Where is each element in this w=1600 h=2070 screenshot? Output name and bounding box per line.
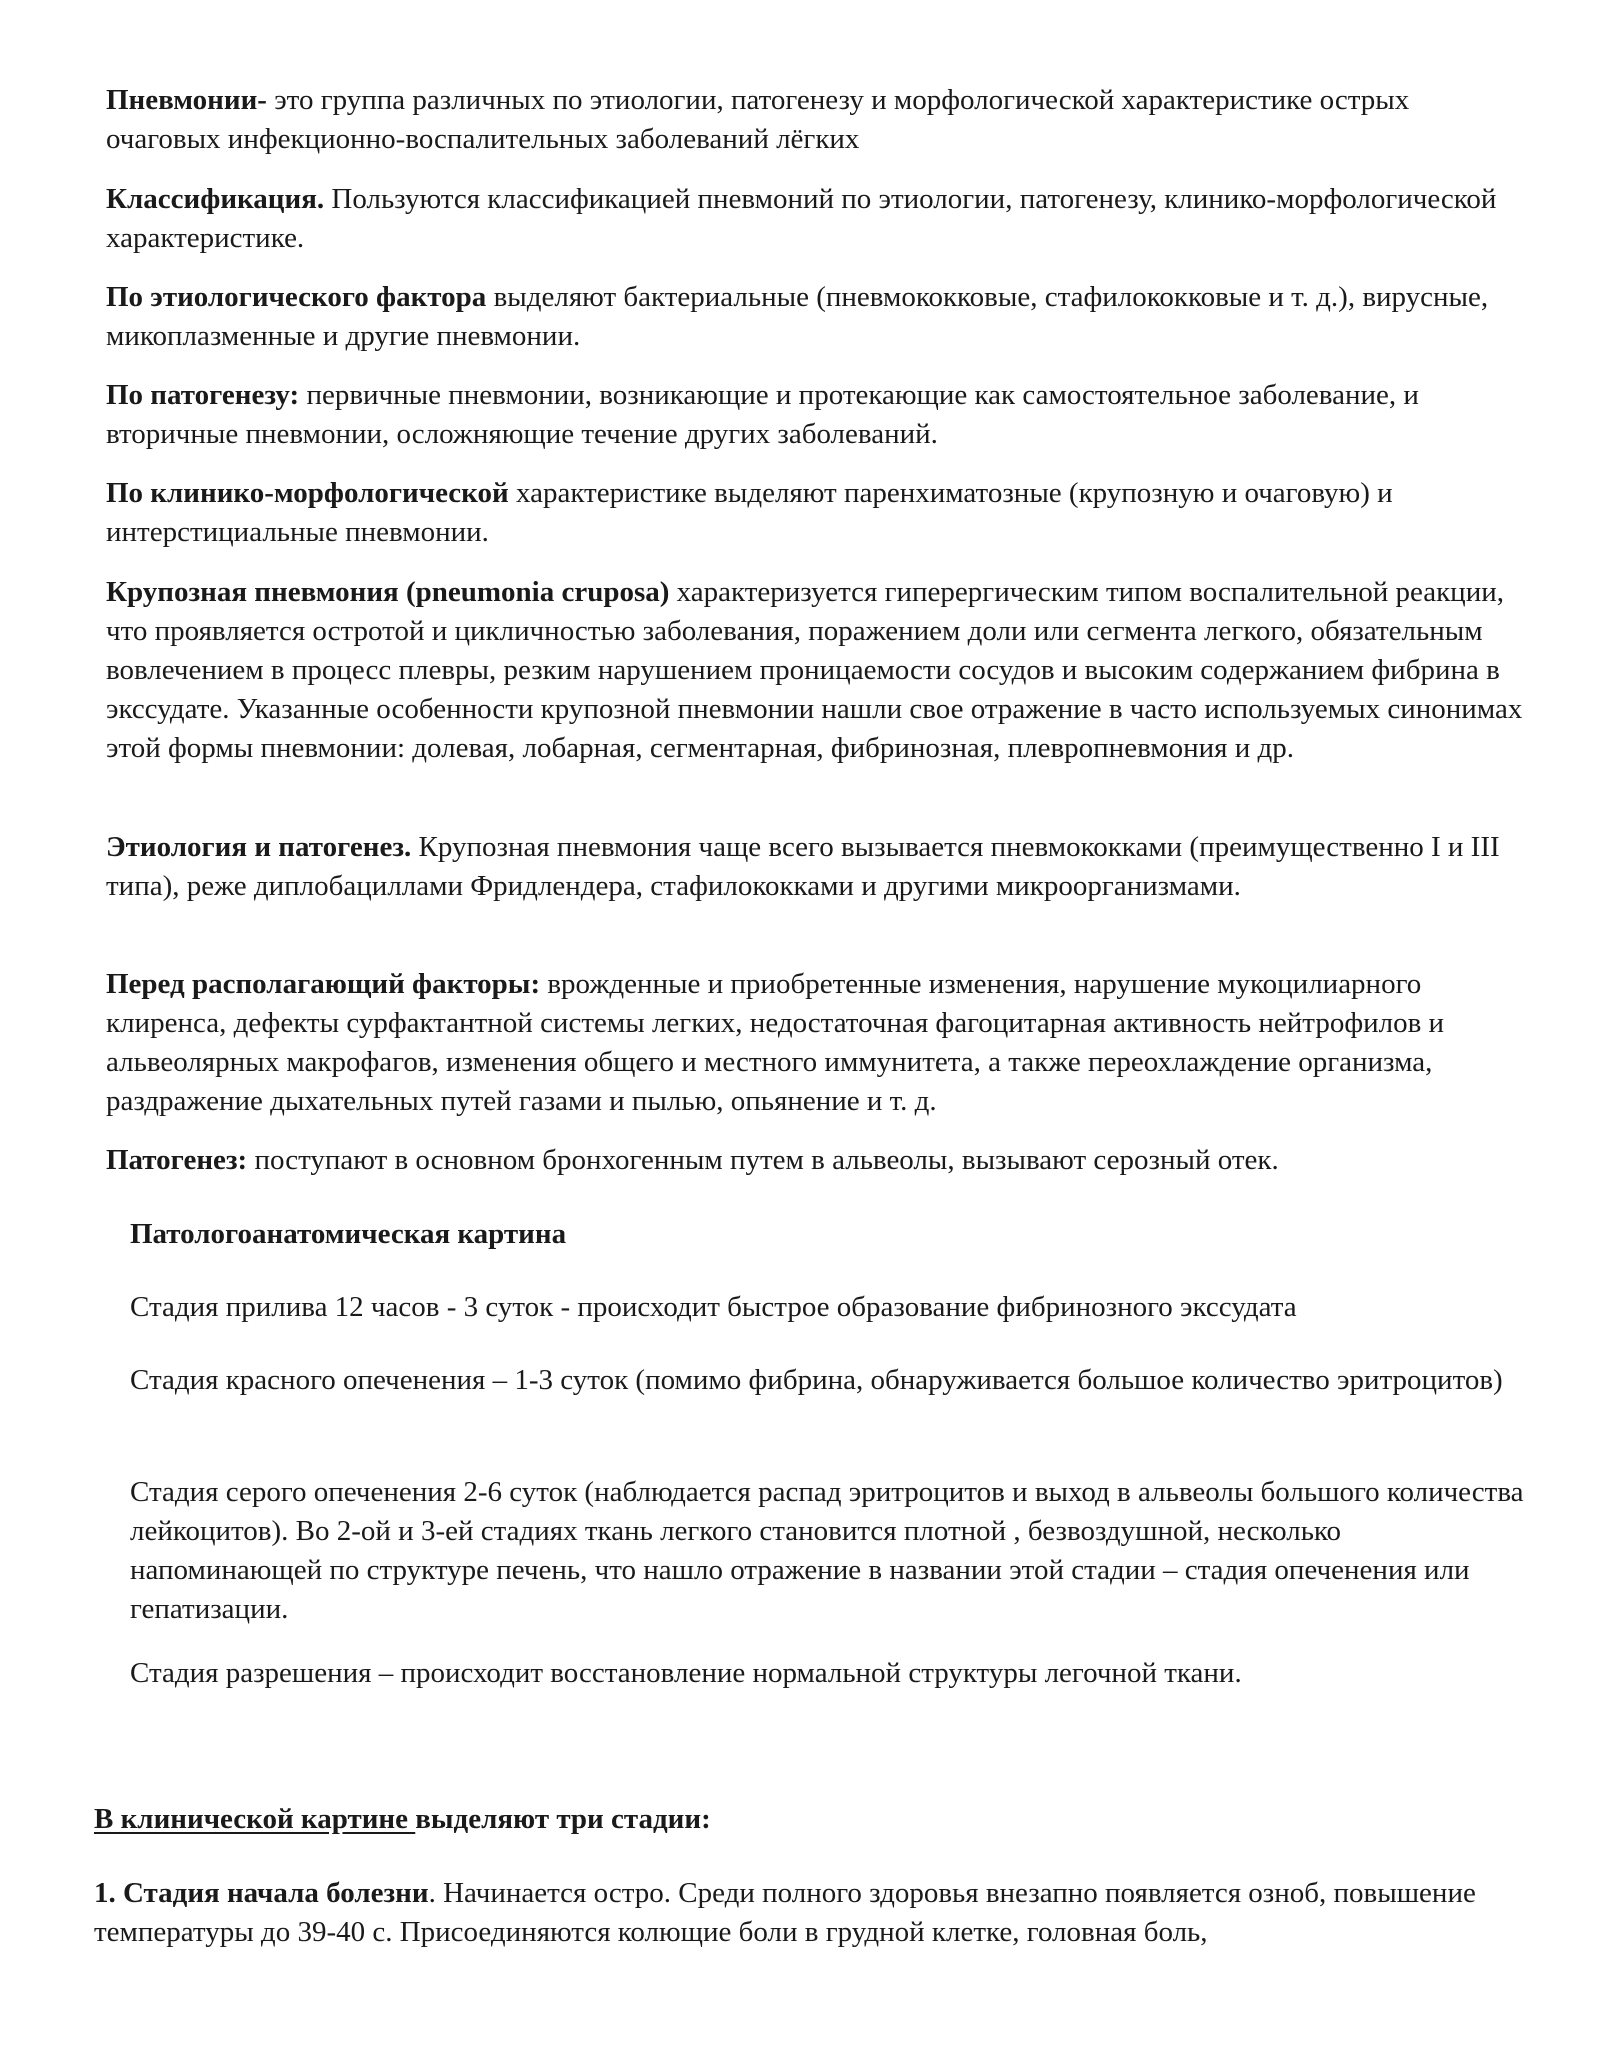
paragraph-pathogenesis-class: [106, 376, 1526, 454]
clinical-heading: [94, 1800, 1534, 1839]
paragraph-etiology-pathogenesis: [106, 828, 1526, 906]
pathology-stage-3: Стадия серого опеченения 2-6 суток (наблюдается распад эритроцитов и выход в альвеолы большого количества лейкоцитов). Во 2-ой и 3-ей стадиях ткань легкого становится плотной , безвоздушной, несколько напоминающей по структуре печень, что нашло отражение в названии этой стадии – стадия опеченения или гепатизации.: [130, 1476, 1524, 1625]
paragraph-croupous: [106, 573, 1526, 768]
paragraph-text: выделяют бактериальные (пневмококковые, стафилококковые и т. д.), вирусные, микоплазменные и другие пневмонии.: [106, 281, 1489, 352]
paragraph-classification: [106, 180, 1526, 258]
clinical-stage-1-title: 1. Стадия начала болезни: [94, 1877, 429, 1909]
pathology-stage-4: Стадия разрешения – происходит восстановление нормальной структуры легочной ткани.: [130, 1657, 1242, 1689]
pathology-stage-2: Стадия красного опеченения – 1-3 суток (помимо фибрина, обнаруживается большое количество эритроцитов): [130, 1364, 1503, 1396]
pathology-heading: [130, 1215, 1530, 1254]
clinical-heading-underlined: В клинической картине: [94, 1803, 416, 1835]
term-bold: Крупозная пневмония (pneumonia cruposa): [106, 576, 670, 608]
paragraph-text: поступают в основном бронхогенным путем в альвеолы, вызывают серозный отек.: [247, 1144, 1279, 1176]
paragraph-text: Крупозная пневмония чаще всего вызывается пневмококками (преимущественно I и III типа), реже диплобациллами Фридлендера, стафилококками и другими микроорганизмами.: [106, 831, 1500, 902]
paragraph-text: характеризуется гиперергическим типом воспалительной реакции, что проявляется остротой и цикличностью заболевания, поражением доли или сегмента легкого, обязательным вовлечением в процесс плевры, резким нарушением проницаемости сосудов и высоким содержанием фибрина в экссудате. Указанные особенности крупозной пневмонии нашли свое отражение в часто используемых синонимах этой формы пневмонии: долевая, лобарная, сегментарная, фибринозная, плевропневмония и др.: [106, 576, 1523, 764]
paragraph-predisposing: [106, 965, 1526, 1121]
term-bold: Патогенез:: [106, 1144, 248, 1176]
clinical-heading-rest: выделяют три стадии:: [415, 1803, 711, 1835]
paragraph-text: это группа различных по этиологии, патогенезу и морфологической характеристике острых очаговых инфекционно-воспалительных заболеваний лёгких: [106, 84, 1410, 155]
term-bold: Перед располагающий факторы:: [106, 968, 541, 1000]
pathology-stage-1: Стадия прилива 12 часов - 3 суток - происходит быстрое образование фибринозного экссудата: [130, 1291, 1297, 1323]
paragraph-text: Пользуются классификацией пневмоний по этиологии, патогенезу, клинико-морфологической характеристике.: [106, 183, 1497, 254]
paragraph-text: врожденные и приобретенные изменения, нарушение мукоцилиарного клиренса, дефекты сурфактантной системы легких, недостаточная фагоцитарная активность нейтрофилов и альвеолярных макрофагов, изменения общего и местного иммунитета, а также переохлаждение организма, раздражение дыхательных путей газами и пылью, опьянение и т. д.: [106, 968, 1445, 1117]
term-bold: По патогенезу:: [106, 379, 300, 411]
clinical-stage-1: [94, 1874, 1534, 1952]
term-bold: Классификация.: [106, 183, 325, 215]
clinical-stage-1-text: . Начинается остро. Среди полного здоровья внезапно появляется озноб, повышение температуры до 39-40 с. Присоединяются колющие боли в грудной клетке, головная боль,: [94, 1877, 1476, 1948]
paragraph-text: первичные пневмонии, возникающие и протекающие как самостоятельное заболевание, и вторичные пневмонии, осложняющие течение других заболеваний.: [106, 379, 1419, 450]
pathology-heading-text: Патологоанатомическая картина: [130, 1218, 567, 1250]
paragraph-etiology-factor: [106, 278, 1526, 356]
term-bold: Пневмонии-: [106, 84, 267, 116]
paragraph-pathogenesis: [106, 1141, 1526, 1180]
paragraph-clinical-morph: [106, 474, 1526, 552]
paragraph-definition: [106, 81, 1526, 159]
paragraph-text: характеристике выделяют паренхиматозные (крупозную и очаговую) и интерстициальные пневмонии.: [106, 477, 1393, 548]
term-bold: По этиологического фактора: [106, 281, 487, 313]
term-bold: Этиология и патогенез.: [106, 831, 412, 863]
term-bold: По клинико-морфологической: [106, 477, 509, 509]
